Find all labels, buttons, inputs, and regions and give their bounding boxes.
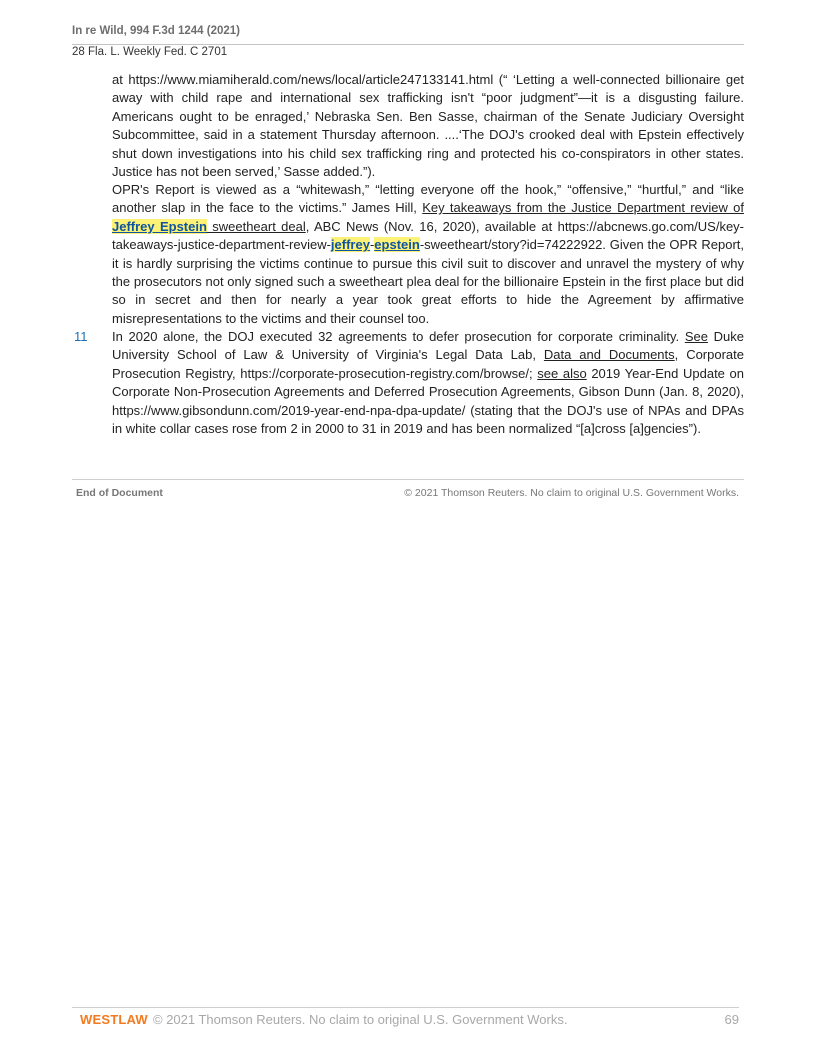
search-term-highlight[interactable]: epstein	[374, 237, 420, 253]
footer-divider	[72, 1007, 739, 1008]
data-and-documents-link[interactable]: Data and Documents	[543, 347, 675, 363]
search-term-highlight[interactable]: Jeffrey Epstein	[112, 218, 207, 234]
see-also-signal-link[interactable]: see also	[537, 365, 587, 381]
text-run: OPR's Report is viewed as a “whitewash,” “letting everyone off the hook,” “offensive,” “hurtful,” and “like another slap in the face to the victims.” James Hill,	[112, 182, 744, 216]
document-citation: 28 Fla. L. Weekly Fed. C 2701	[72, 46, 228, 58]
link-text[interactable]: sweetheart deal	[206, 218, 306, 234]
text-run: Duke University School of Law & University of Virginia's Legal Data Lab,	[112, 329, 744, 363]
footnote-number-link[interactable]: 11	[74, 329, 88, 344]
end-of-document-divider	[72, 479, 744, 480]
footnote-continued-paragraph-1: at https://www.miamiherald.com/news/local/article247133141.html (“ ‘Letting a well-connected billionaire get away with child rape and international sex trafficking isn't “poor judgment”—it is a disgusting failure. Americans ought to be enraged,’ Nebraska Sen. Ben Sasse, chairman of the Senate Judiciary Oversight Subcommittee, said in a statement Thursday afternoon. ....‘The DOJ's crooked deal with Epstein effectively shut down investigations into his child sex trafficking ring and protected his co-conspirators in other states. Justice has not been served,’ Sasse added.”).	[112, 72, 744, 180]
westlaw-logo: WESTLAW	[80, 1012, 148, 1027]
end-of-document-copyright: © 2021 Thomson Reuters. No claim to original U.S. Government Works.	[404, 487, 739, 499]
link-text[interactable]: Key takeaways from the Justice Department review of	[422, 200, 744, 216]
text-run: , ABC News (Nov. 16, 2020), available at https://abcnews.go.com/US/key-takeaways-justice-department-review-	[112, 218, 745, 253]
document-title: In re Wild, 994 F.3d 1244 (2021)	[72, 25, 241, 37]
search-term-highlight[interactable]: jeffrey	[330, 237, 370, 253]
text-run: , Corporate Prosecution Registry, https://corporate-prosecution-registry.com/browse/;	[112, 347, 744, 381]
footer-copyright: © 2021 Thomson Reuters. No claim to original U.S. Government Works.	[153, 1012, 568, 1027]
footnote-11-text	[112, 328, 744, 438]
text-run: 2019 Year-End Update on Corporate Non-Prosecution Agreements and Deferred Prosecution Agreements, Gibson Dunn (Jan. 8, 2020), https://www.gibsondunn.com/2019-year-end-npa-dpa-update/ (stating that the DOJ's use of NPAs and DPAs in white collar cases rose from 2 in 2000 to 31 in 2019 and has been normalized “[a]cross [a]gencies”).	[112, 365, 744, 437]
header-divider	[72, 44, 744, 45]
see-signal-link[interactable]: See	[684, 329, 708, 344]
text-run: -	[369, 237, 375, 253]
text-run: -sweetheart/story?id=74222922. Given the OPR Report, it is hardly surprising the victims continue to pursue this civil suit to discover and unravel the mystery of why the prosecutors not only signed such a sweetheart plea deal for the billionaire Epstein in the first place but did so in secret and then for nearly a year took great efforts to hide the Agreement by affirmative misrepresentations to the victims and their counsel too.	[112, 237, 744, 326]
footnote-continued-paragraph-2	[112, 181, 744, 328]
end-of-document-label: End of Document	[76, 487, 163, 499]
page-number: 69	[724, 1012, 739, 1027]
text-run: In 2020 alone, the DOJ executed 32 agreements to defer prosecution for corporate criminality.	[112, 329, 685, 344]
